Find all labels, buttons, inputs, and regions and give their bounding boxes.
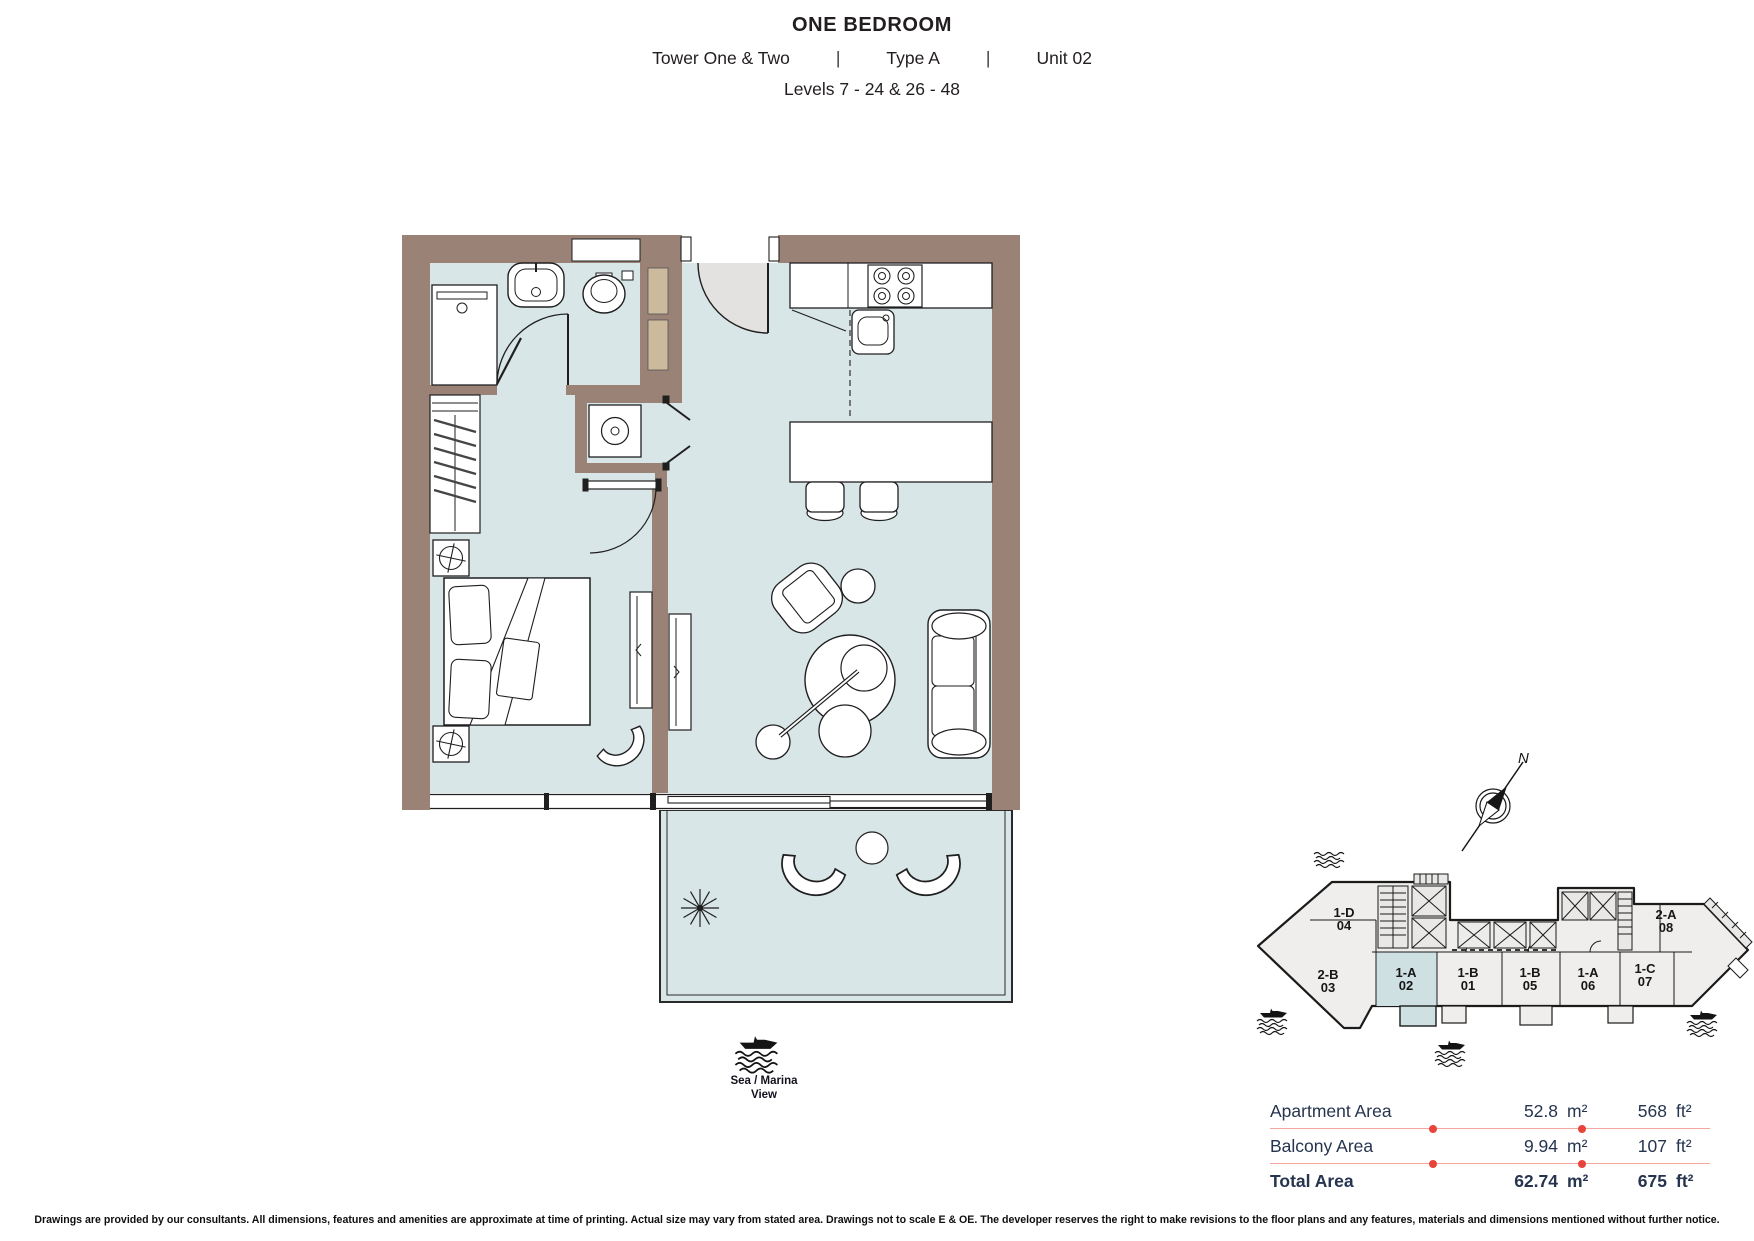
- balcony: [660, 810, 1012, 1002]
- type-label: Type A: [886, 48, 940, 68]
- bar-stool: [806, 482, 844, 521]
- waves-icon: [1314, 853, 1344, 868]
- table-row-total: [1270, 1164, 1710, 1198]
- plan-subtitle: [652, 48, 1092, 69]
- keyplan-unit-1b-01: 1-B 01: [1457, 965, 1479, 993]
- sqft-unit: ft²: [1676, 1135, 1692, 1156]
- disclaimer-text: Drawings are provided by our consultants. All dimensions, features and amenities are approximate at time of printing. Actual size may vary from stated area. Drawings not to scale E & OE. The developer reserves the right to make revisions to the floor plans and any features, materials and dimensions mentioned without further notice.: [34, 1214, 1720, 1226]
- kitchen-island: [790, 422, 992, 482]
- pouf: [819, 705, 871, 757]
- floor-plan: [402, 235, 1020, 1073]
- washing-machine: [589, 405, 641, 457]
- keyplan-unit-1a-02: 1-A 02: [1395, 965, 1417, 993]
- north-compass: [1462, 762, 1523, 851]
- windows: [430, 793, 992, 810]
- boat-waves-icon: [1687, 1011, 1717, 1037]
- sea-marina-icon: [735, 1036, 777, 1072]
- north-label: N: [1518, 750, 1529, 767]
- levels-label: Levels 7 - 24 & 26 - 48: [783, 79, 961, 99]
- keyplan-unit-2a-08: 2-A 08: [1655, 907, 1677, 935]
- keyplan-unit-1a-06: 1-A 06: [1577, 965, 1599, 993]
- sofa: [928, 610, 990, 758]
- key-plan: [1257, 853, 1752, 1067]
- ceiling-fixture-icon: [433, 540, 469, 576]
- pillow: [449, 585, 492, 645]
- sqft-value: 568: [1637, 1100, 1667, 1121]
- tower-label: Tower One & Two: [652, 48, 790, 68]
- area-table: [1270, 1094, 1710, 1198]
- bar-stool: [860, 482, 898, 521]
- sqm-unit: m²: [1567, 1100, 1588, 1121]
- unit-label: Unit 02: [1036, 48, 1092, 68]
- keyplan-unit-2b-03: 2-B 03: [1317, 967, 1339, 995]
- plan-header: [652, 14, 1092, 100]
- ceiling-fixture-icon: [433, 726, 469, 762]
- sqft-unit: ft²: [1676, 1170, 1694, 1191]
- sqft-value: 107: [1637, 1135, 1667, 1156]
- shower: [432, 285, 497, 385]
- service-shaft: [648, 320, 668, 370]
- wardrobe: [430, 395, 480, 533]
- stove-hob: [868, 265, 922, 307]
- boat-waves-icon: [1435, 1041, 1465, 1067]
- page-title: ONE BEDROOM: [792, 14, 952, 36]
- balcony-table: [856, 832, 888, 864]
- separator: |: [835, 48, 841, 68]
- row-label: Balcony Area: [1270, 1135, 1374, 1156]
- keyplan-unit-1c-07: 1-C 07: [1634, 961, 1656, 989]
- row-label: Apartment Area: [1270, 1100, 1392, 1121]
- table-separator: [1270, 1128, 1710, 1129]
- corridor-windows: [1458, 922, 1556, 948]
- bed: [444, 578, 590, 725]
- pillow: [449, 659, 492, 719]
- sqm-value: 9.94: [1523, 1135, 1558, 1156]
- sqft-value: 675: [1637, 1170, 1667, 1191]
- keyplan-unit-1b-05: 1-B 05: [1519, 965, 1541, 993]
- toilet-cistern: [572, 239, 640, 261]
- side-table: [841, 569, 875, 603]
- row-label: Total Area: [1270, 1170, 1354, 1191]
- sqm-value: 62.74: [1514, 1170, 1558, 1191]
- sqm-unit: m²: [1567, 1170, 1589, 1191]
- service-shaft: [648, 268, 668, 314]
- unit-02-balcony: [1400, 1006, 1436, 1026]
- table-row: [1270, 1129, 1710, 1163]
- sqft-unit: ft²: [1676, 1100, 1692, 1121]
- keyplan-unit-1d-04: 1-D 04: [1333, 905, 1355, 933]
- table-row: [1270, 1094, 1710, 1128]
- tv-console: [630, 592, 652, 708]
- sqm-value: 52.8: [1523, 1100, 1558, 1121]
- bedroom-door-header: [586, 481, 658, 489]
- sqm-unit: m²: [1567, 1135, 1588, 1156]
- tv-console: [669, 614, 691, 730]
- boat-waves-icon: [1257, 1009, 1287, 1035]
- view-label: Sea / Marina View: [730, 1075, 798, 1101]
- separator: |: [985, 48, 991, 68]
- table-separator: [1270, 1163, 1710, 1164]
- kitchen-sink: [852, 310, 894, 354]
